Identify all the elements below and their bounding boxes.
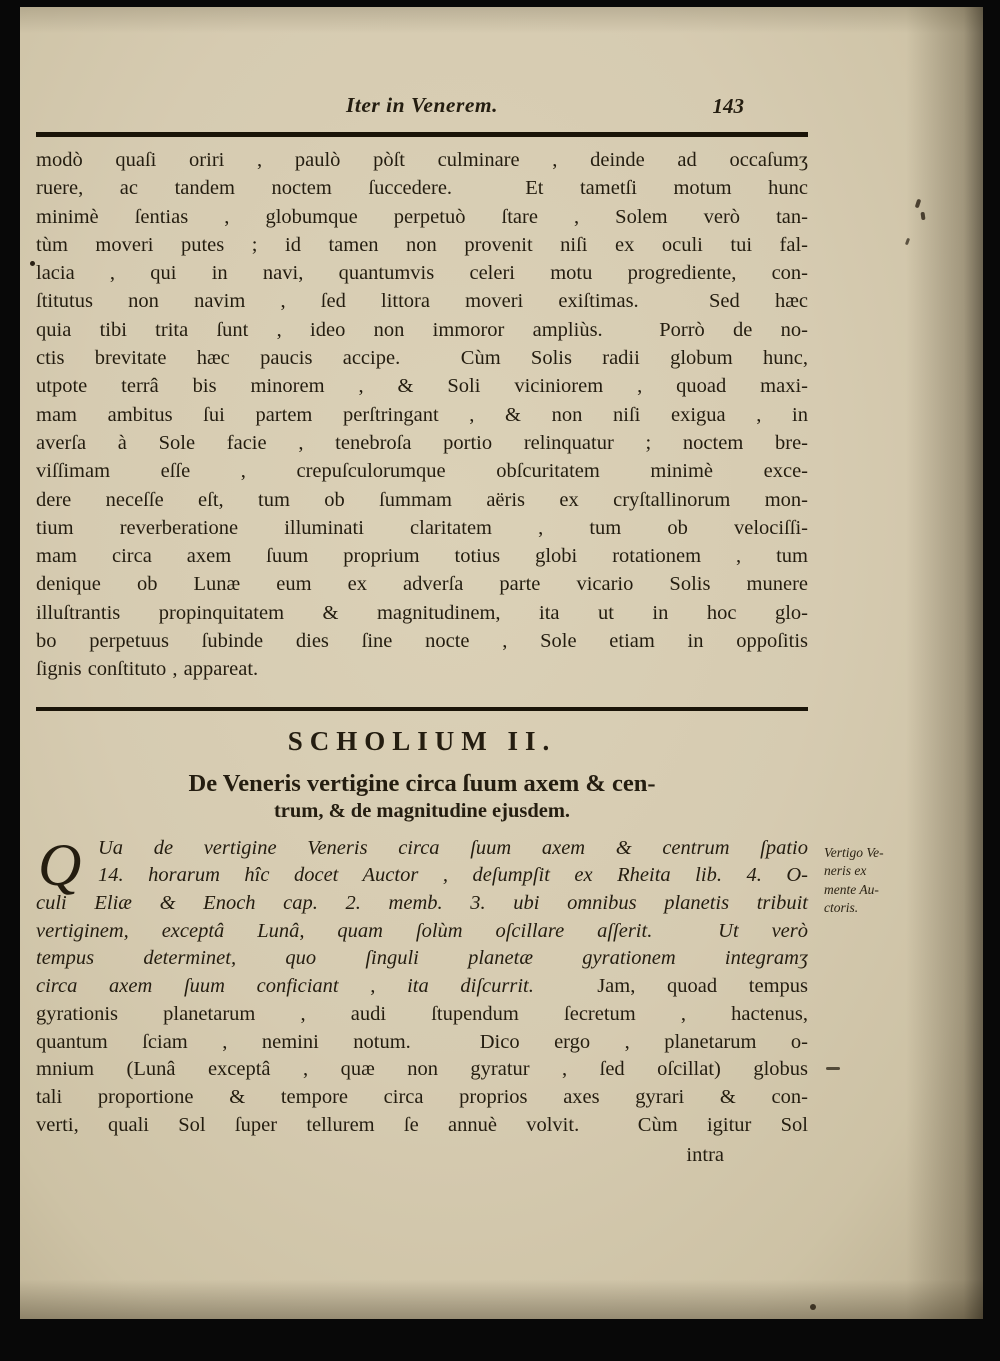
scholium-line-roman: tali proportione & tempore circa proprios axes gyrari & con-	[36, 1085, 808, 1108]
scholium-line-italic: Ua de vertigine Veneris circa ſuum axem & centrum ſpatio	[98, 836, 808, 859]
scholium-subheading-line2: trum, & de magnitudine ejusdem.	[273, 799, 571, 822]
body-line: bo perpetuus ſubinde dies ſine nocte , Sole etiam in oppoſitis	[36, 630, 808, 653]
body-line: mam ambitus ſui partem perſtringant , & non niſi exigua , in	[36, 403, 808, 426]
body-line: averſa à Sole facie , tenebroſa portio relinquatur ; noctem bre-	[36, 431, 808, 454]
drop-cap: Q	[38, 831, 82, 898]
body-line: denique ob Lunæ eum ex adverſa parte vicario Solis munere	[36, 573, 808, 596]
scholium-line-italic: culi Eliæ & Enoch cap. 2. memb. 3. ubi omnibus planetis tribuit	[36, 892, 808, 915]
body-line: quia tibi trita ſunt , ideo non immoror ampliùs. Porrò de no-	[36, 318, 808, 341]
text-block	[36, 7, 884, 1169]
ink-speck	[905, 238, 910, 246]
ink-speck	[30, 261, 35, 266]
margin-note-line: mente Au-	[824, 881, 879, 897]
scholium-line-roman: mnium (Lunâ exceptâ , quæ non gyratur , ſed oſcillat) globus	[36, 1058, 808, 1081]
body-line: tùm moveri putes ; id tamen non provenit niſi ex oculi tui fal-	[36, 233, 808, 256]
body-line: tium reverberatione illuminati claritatem , tum ob velociſſi-	[36, 516, 808, 539]
margin-note	[824, 844, 920, 918]
body-line: utpote terrâ bis minorem , & Soli viciniorem , quoad maxi-	[36, 375, 808, 398]
scholium-line	[36, 890, 808, 918]
body-line: lacia , qui in navi, quantumvis celeri motu progrediente, con-	[36, 262, 808, 285]
scholium-heading: SCHOLIUM II.	[287, 725, 557, 756]
scholium-line	[36, 1112, 808, 1140]
section-divider	[36, 707, 808, 711]
scholium-line-italic: vertiginem, exceptâ Lunâ, quam ſolùm oſcillare aſſerit. Ut verò	[36, 919, 808, 942]
body-line: ſignis conſtituto , appareat.	[36, 658, 259, 681]
body-line: ctis brevitate hæc paucis accipe. Cùm Solis radii globum hunc,	[36, 347, 808, 370]
body-line: minimè ſentias , globumque perpetuò ſtare , Solem verò tan-	[36, 205, 808, 228]
scholium-line-roman: Jam, quoad tempus	[597, 975, 808, 998]
book-page	[20, 7, 983, 1319]
body-line: mam circa axem ſuum proprium totius globi rotationem , tum	[36, 545, 808, 568]
page-number: 143	[712, 94, 744, 118]
scholium-line	[36, 1056, 808, 1084]
page-header	[36, 93, 808, 125]
scholium-subheading-line1: De Veneris vertigine circa ſuum axem & cen-	[188, 769, 656, 797]
scholium-line	[36, 945, 808, 973]
body-line: illuſtrantis propinquitatem & magnitudinem, ita ut in hoc glo-	[36, 601, 808, 624]
ink-speck	[810, 1304, 816, 1310]
scholium-line-roman: quantum ſciam , nemini notum. Dico ergo , planetarum o-	[36, 1030, 808, 1053]
margin-note-line: Vertigo Ve-	[824, 844, 884, 860]
scholium-line	[36, 862, 808, 890]
scholium-paragraph	[36, 831, 884, 1170]
scholium-line	[36, 1084, 808, 1112]
ink-speck	[826, 1067, 840, 1070]
body-line: viſſimam eſſe , crepuſculorumque obſcuritatem minimè exce-	[36, 460, 808, 483]
scholium-line	[36, 973, 808, 1001]
running-title: Iter in Venerem.	[346, 93, 498, 117]
scholium-line	[36, 1029, 808, 1057]
scholium-line	[36, 1001, 808, 1029]
margin-note-line: ctoris.	[824, 900, 859, 916]
body-line: ruere, ac tandem noctem ſuccedere. Et tametſi motum hunc	[36, 177, 808, 200]
header-rule	[36, 132, 808, 137]
scholium-line-italic: circa axem ſuum conficiant , ita diſcurrit.	[36, 975, 598, 998]
ink-speck	[920, 212, 925, 220]
body-line: ſtitutus non navim , ſed littora moveri exiſtimas. Sed hæc	[36, 290, 808, 313]
scholium-line-italic: 14. horarum hîc docet Auctor , deſumpſit ex Rheita lib. 4. O-	[98, 864, 808, 887]
body-paragraph	[36, 146, 808, 684]
scholium-line	[36, 918, 808, 946]
margin-note-line: neris ex	[824, 863, 867, 879]
scholium-line-roman: verti, quali Sol ſuper tellurem ſe annuè volvit. Cùm igitur Sol	[36, 1113, 808, 1136]
body-line: modò quaſi oriri , paulò pòſt culminare , deinde ad occaſumʒ	[36, 149, 808, 171]
scholium-line-roman: gyrationis planetarum , audi ſtupendum ſecretum , hactenus,	[36, 1002, 808, 1025]
catchword: intra	[686, 1144, 724, 1167]
scholium-line-italic: tempus determinet, quo ſinguli planetæ gyrationem integramʒ	[36, 947, 808, 970]
ink-speck	[915, 199, 922, 209]
scholium-line	[36, 835, 808, 863]
body-line: dere neceſſe eſt, tum ob ſummam aëris ex cryſtallinorum mon-	[36, 488, 808, 511]
